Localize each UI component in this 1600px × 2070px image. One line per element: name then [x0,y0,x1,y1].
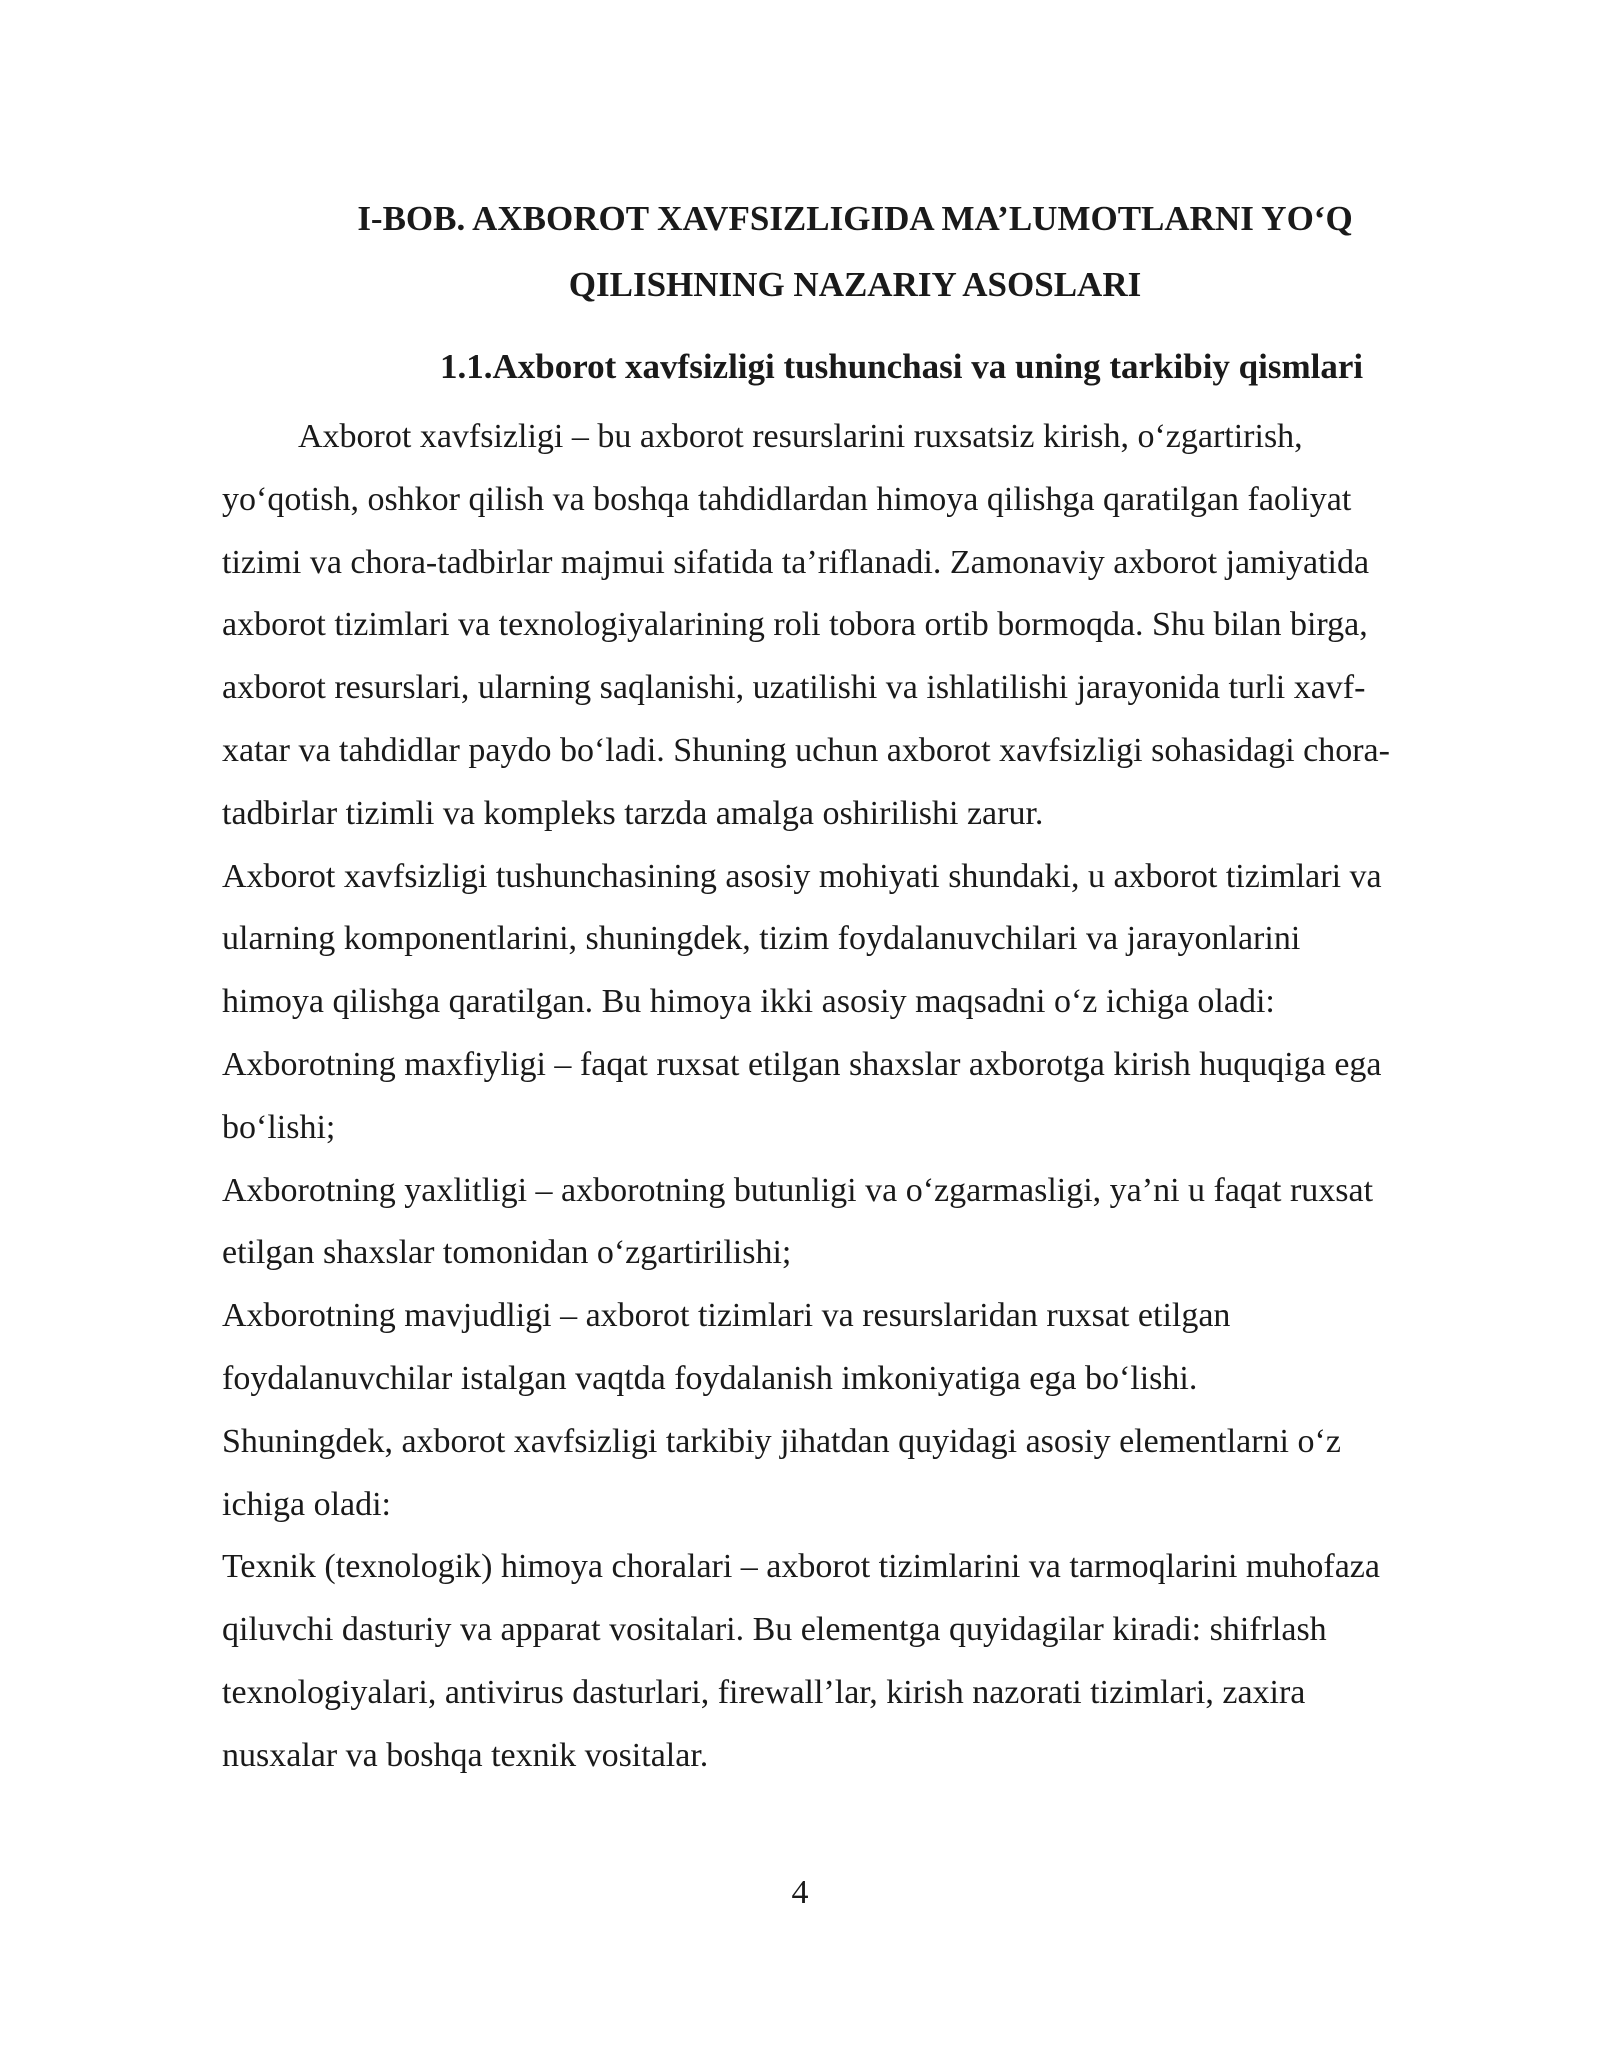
paragraph-line: tadbirlar tizimli va kompleks tarzda amalga oshirilishi zarur. [222,794,1044,832]
list-item-line: texnologiyalari, antivirus dasturlari, firewall’lar, kirish nazorati tizimlari, zaxira [222,1673,1306,1711]
paragraph-line: Axborot xavfsizligi – bu axborot resurslarini ruxsatsiz kirish, o‘zgartirish, [298,418,1303,455]
paragraph-line: tizimi va chora-tadbirlar majmui sifatida ta’riflanadi. Zamonaviy axborot jamiyatida [222,543,1370,581]
chapter-title-line-1: I-BOB. AXBOROT XAVFSIZLIGIDA MA’LUMOTLARNI YO‘Q [357,199,1353,238]
chapter-title-line-2: QILISHNING NAZARIY ASOSLARI [568,265,1142,304]
paragraph-line: Axborot xavfsizligi tushunchasining asosiy mohiyati shundaki, u axborot tizimlari va [222,857,1382,895]
list-item-line: Axborotning maxfiyligi – faqat ruxsat etilgan shaxslar axborotga kirish huquqiga ega [222,1045,1382,1083]
paragraph-line: axborot resurslari, ularning saqlanishi, uzatilishi va ishlatilishi jarayonida turli xavf- [222,669,1366,707]
paragraph-line: ularning komponentlarini, shuningdek, tizim foydalanuvchilari va jarayonlarini [222,920,1301,958]
chapter-title [230,186,1480,318]
section-title: 1.1.Axborot xavfsizligi tushunchasi va uning tarkibiy qismlari [440,347,1364,386]
paragraph-line: himoya qilishga qaratilgan. Bu himoya ikki asosiy maqsadni o‘z ichiga oladi: [222,983,1275,1021]
list-item-line: etilgan shaxslar tomonidan o‘zgartirilishi; [222,1234,792,1272]
body-text [222,406,1482,1788]
list-item-line: bo‘lishi; [222,1108,336,1146]
paragraph-line: axborot tizimlari va texnologiyalarining roli tobora ortib bormoqda. Shu bilan birga, [222,606,1368,644]
list-item-line: Axborotning yaxlitligi – axborotning butunligi va o‘zgarmasligi, ya’ni u faqat ruxsat [222,1171,1374,1209]
list-item-line: foydalanuvchilar istalgan vaqtda foydalanish imkoniyatiga ega bo‘lishi. [222,1359,1198,1397]
page-number: 4 [791,1874,809,1911]
paragraph-line: yo‘qotish, oshkor qilish va boshqa tahdidlardan himoya qilishga qaratilgan faoliyat [222,480,1352,518]
paragraph-line: xatar va tahdidlar paydo bo‘ladi. Shuning uchun axborot xavfsizligi sohasidagi chora- [222,731,1390,769]
list-item-line: Texnik (texnologik) himoya choralari – axborot tizimlarini va tarmoqlarini muhofaza [222,1548,1380,1586]
paragraph-line: Shuningdek, axborot xavfsizligi tarkibiy jihatdan quyidagi asosiy elementlarni o‘z [222,1422,1341,1460]
paragraph-line: ichiga oladi: [222,1485,392,1523]
list-item-line: qiluvchi dasturiy va apparat vositalari. Bu elementga quyidagilar kiradi: shifrlash [222,1611,1327,1649]
list-item-line: Axborotning mavjudligi – axborot tizimlari va resurslaridan ruxsat etilgan [222,1297,1231,1335]
list-item-line: nusxalar va boshqa texnik vositalar. [222,1736,709,1774]
